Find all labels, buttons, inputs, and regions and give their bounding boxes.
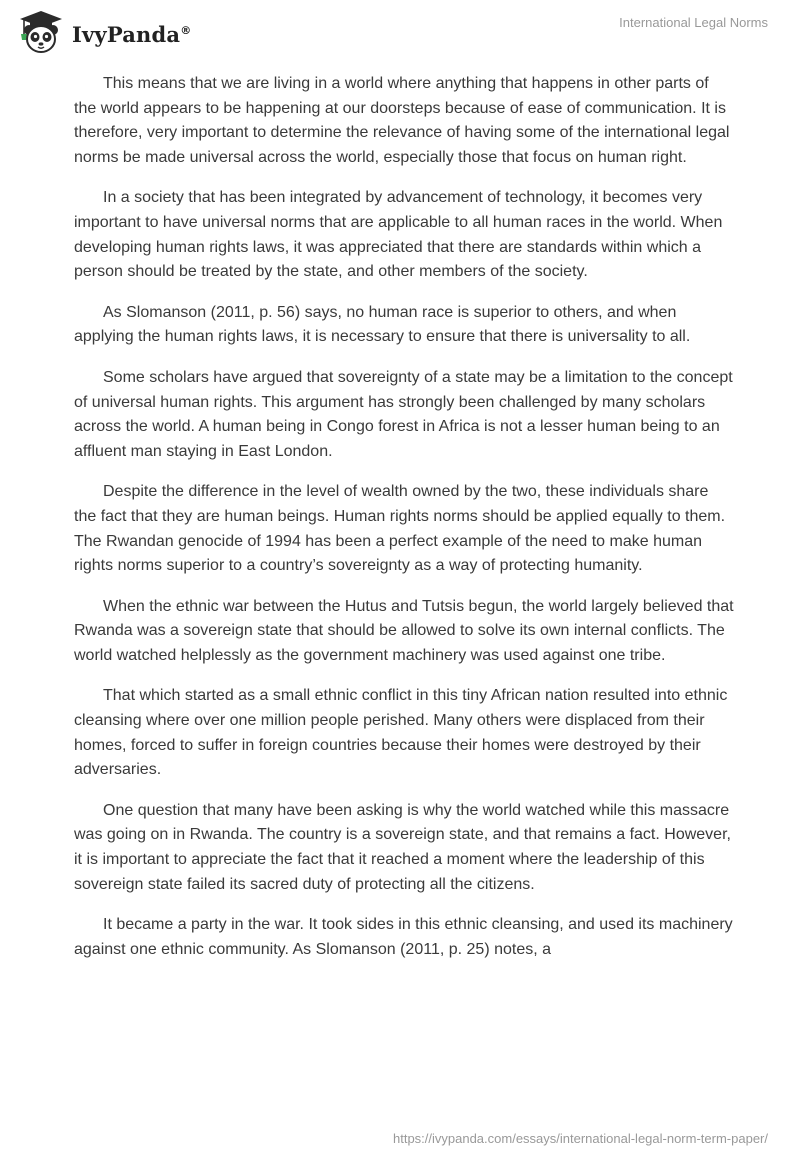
paragraph: That which started as a small ethnic conflict in this tiny African nation resulted into ethnic cleansing where over one million people perished. Many others were displaced from their homes, forced to suffer in foreign countries because their homes were destroyed by their adversaries. xyxy=(74,687,728,779)
paragraph: In a society that has been integrated by advancement of technology, it becomes very important to have universal norms that are applicable to all human races in the world. When developing human rights laws, it was appreciated that there are standards within which a person should be treated by the state, and other members of the society. xyxy=(74,189,723,281)
essay-body xyxy=(74,72,734,978)
paragraph: It became a party in the war. It took sides in this ethnic cleansing, and used its machinery against one ethnic community. As Slomanson (2011, p. 25) notes, a xyxy=(74,916,733,958)
page-header xyxy=(0,0,800,70)
registered-mark: ® xyxy=(180,23,192,37)
running-title: International Legal Norms xyxy=(619,15,768,30)
ivypanda-logo[interactable] xyxy=(16,8,191,56)
logo-text: IvyPanda xyxy=(72,21,181,47)
paragraph: Some scholars have argued that sovereignty of a state may be a limitation to the concept of universal human rights. This argument has strongly been challenged by many scholars across the world. A human being in Congo forest in Africa is not a lesser human being to an affluent man staying in East London. xyxy=(74,368,733,460)
panda-graduate-icon xyxy=(16,8,66,56)
paragraph: When the ethnic war between the Hutus and Tutsis begun, the world largely believed that Rwanda was a sovereign state that should be allowed to solve its own internal conflicts. The world watched helplessly as the government machinery was used against one tribe. xyxy=(74,597,734,664)
paragraph: As Slomanson (2011, p. 56) says, no human race is superior to others, and when applying the human rights laws, it is necessary to ensure that there is universality to all. xyxy=(74,303,691,346)
paragraph: This means that we are living in a world where anything that happens in other parts of the world appears to be happening at our doorsteps because of ease of communication. It is therefore, very important to determine the relevance of having some of the international legal norms be made universal across the world, especially those that focus on human right. xyxy=(74,75,730,166)
source-url[interactable]: https://ivypanda.com/essays/international-legal-norm-term-paper/ xyxy=(392,1131,768,1146)
logo-wordmark xyxy=(72,22,191,47)
paragraph: One question that many have been asking is why the world watched while this massacre was going on in Rwanda. The country is a sovereign state, and that remains a fact. However, it is important to appreciate the fact that it reached a moment where the leadership of this sovereign state failed its sacred duty of protecting all the citizens. xyxy=(74,801,731,893)
paragraph: Despite the difference in the level of wealth owned by the two, these individuals share the fact that they are human beings. Human rights norms should be applied equally to them. The Rwandan genocide of 1994 has been a perfect example of the need to make human rights norms superior to a country’s sovereignty as a way of protecting humanity. xyxy=(74,483,726,575)
